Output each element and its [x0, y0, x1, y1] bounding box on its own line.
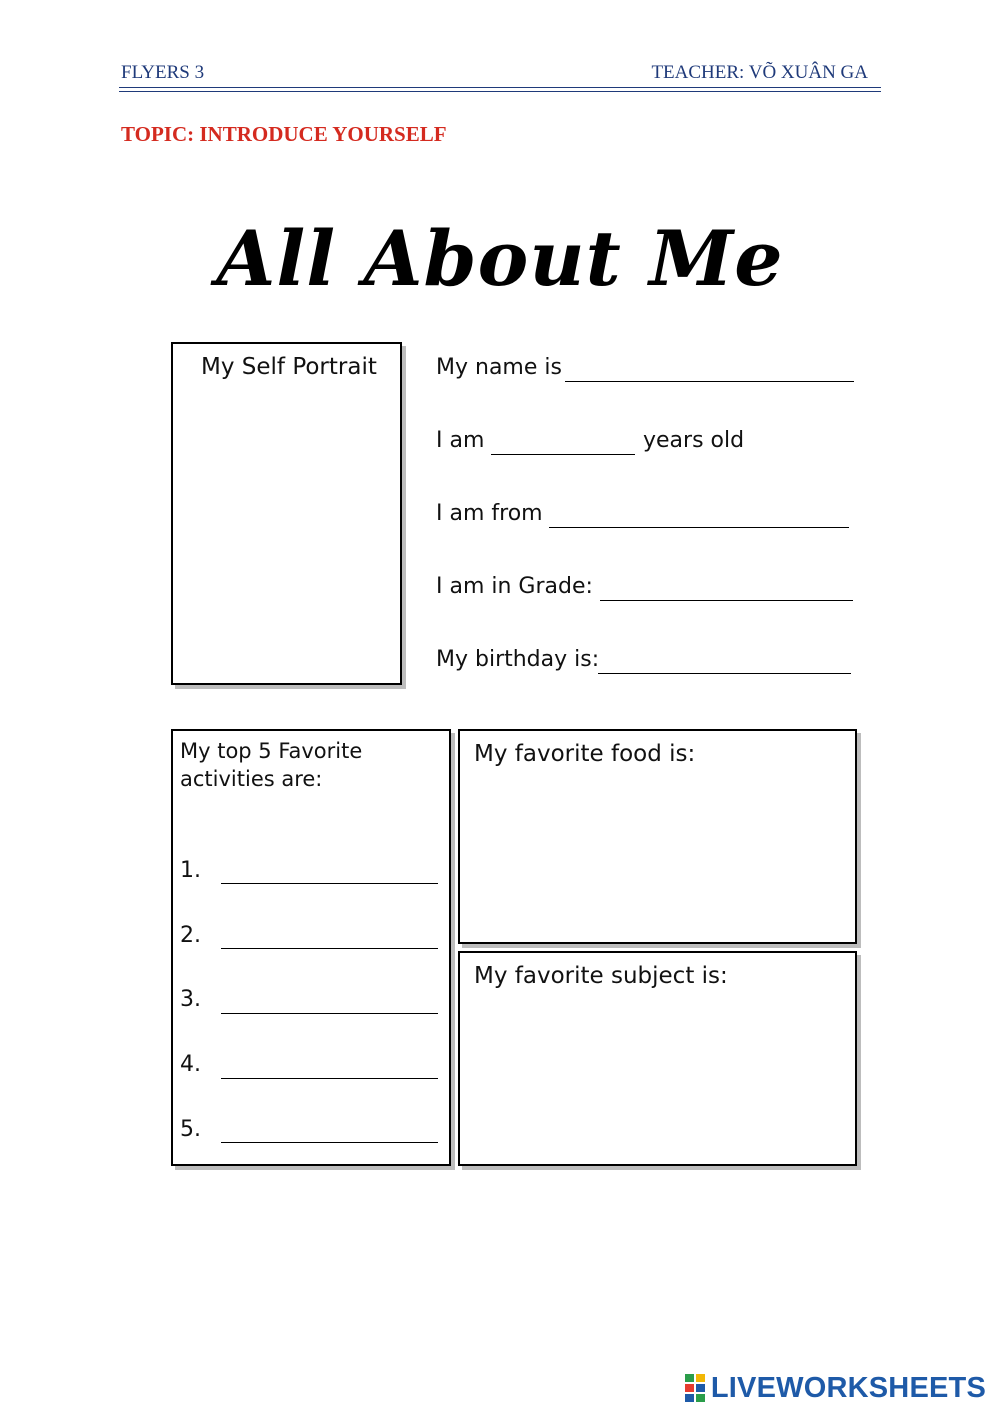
name-line [436, 355, 562, 380]
from-line [436, 501, 543, 526]
grade-blank[interactable] [600, 600, 853, 601]
activities-label-line1: My top 5 Favorite [180, 739, 363, 763]
activities-label-line2: activities are: [180, 767, 323, 791]
liveworksheets-mark-icon [685, 1374, 707, 1402]
name-blank[interactable] [565, 381, 854, 382]
favorite-subject-label: My favorite subject is: [474, 963, 728, 989]
activity-number-4: 4. [180, 1052, 201, 1077]
activity-number-1: 1. [180, 858, 201, 883]
birthday-blank[interactable] [598, 673, 851, 674]
from-blank[interactable] [549, 527, 849, 528]
activities-label [180, 737, 362, 793]
header-rule-bottom [119, 91, 881, 92]
age-suffix: years old [643, 428, 745, 453]
age-blank[interactable] [491, 454, 635, 455]
birthday-line [436, 647, 599, 672]
header-rule-top [119, 87, 881, 88]
activity-blank-5[interactable] [221, 1142, 438, 1143]
favorite-food-box[interactable] [458, 729, 857, 944]
worksheet-title: All About Me [216, 214, 784, 303]
liveworksheets-logo [685, 1371, 986, 1405]
activity-number-3: 3. [180, 987, 201, 1012]
activity-blank-3[interactable] [221, 1013, 438, 1014]
age-prefix: I am [436, 428, 485, 453]
activity-blank-2[interactable] [221, 948, 438, 949]
header-level: FLYERS 3 [121, 62, 205, 83]
favorite-subject-box[interactable] [458, 951, 857, 1166]
grade-line [436, 574, 593, 599]
activity-number-5: 5. [180, 1117, 201, 1142]
activity-blank-4[interactable] [221, 1078, 438, 1079]
activity-number-2: 2. [180, 923, 201, 948]
favorite-food-label: My favorite food is: [474, 741, 696, 767]
self-portrait-label: My Self Portrait [201, 354, 377, 380]
self-portrait-box[interactable] [171, 342, 402, 685]
grade-prefix: I am in Grade: [436, 574, 593, 599]
topic-heading: TOPIC: INTRODUCE YOURSELF [121, 122, 447, 146]
from-prefix: I am from [436, 501, 543, 526]
birthday-prefix: My birthday is: [436, 647, 600, 672]
activity-blank-1[interactable] [221, 883, 438, 884]
age-line [436, 428, 484, 453]
header-teacher: TEACHER: VÕ XUÂN GA [651, 62, 868, 83]
name-prefix: My name is [436, 355, 562, 380]
liveworksheets-logo-text: LIVEWORKSHEETS [710, 1371, 986, 1404]
